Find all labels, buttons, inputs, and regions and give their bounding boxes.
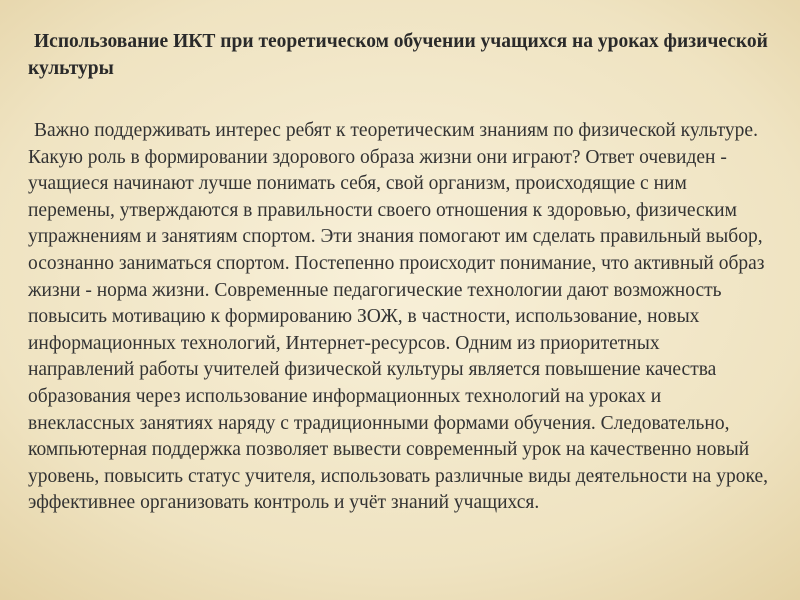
slide-title: Использование ИКТ при теоретическом обучении учащихся на уроках физической культуры bbox=[28, 31, 768, 79]
slide-content bbox=[28, 28, 768, 517]
slide-body-text: Важно поддерживать интерес ребят к теоретическим знаниям по физической культуре. Какую роль в формировании здорового образа жизни они играют? Ответ очевиден - учащиеся начинают лучше понимать себя, свой организм, происходящие с ним перемены, утверждаются в правильности своего отношения к здоровью, физическим упражнениям и занятиям спортом. Эти знания помогают им сделать правильный выбор, осознанно заниматься спортом. Постепенно происходит понимание, что активный образ жизни - норма жизни. Современные педагогические технологии дают возможность повысить мотивацию к формированию ЗОЖ, в частности, использование, новых информационных технологий, Интернет-ресурсов. Одним из приоритетных направлений работы учителей физической культуры является повышение качества образования через использование информационных технологий на уроках и внеклассных занятиях наряду с традиционными формами обучения. Следовательно, компьютерная поддержка позволяет вывести современный урок на качественно новый уровень, повысить статус учителя, использовать различные виды деятельности на уроке, эффективнее организовать контроль и учёт знаний учащихся. bbox=[28, 120, 768, 514]
